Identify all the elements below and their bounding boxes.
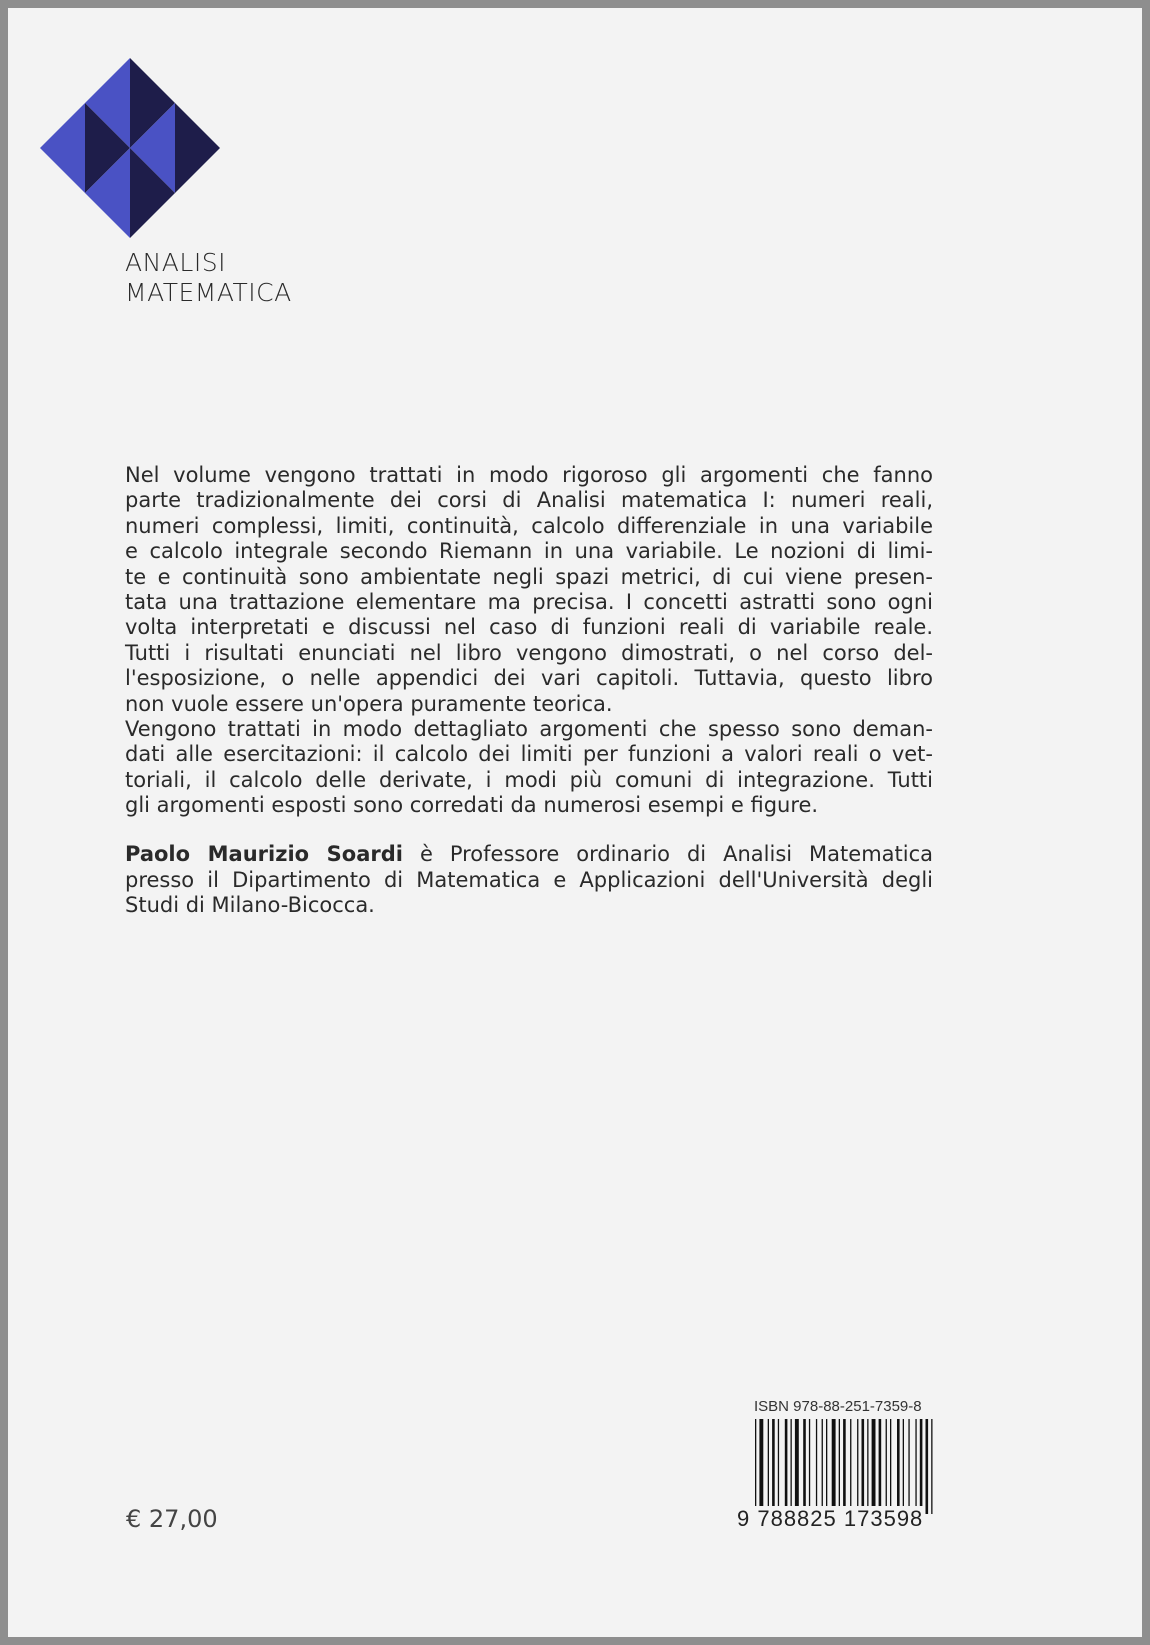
- author-bio: Paolo Maurizio Soardi è Professore ordinario di Analisi Matematica presso il Dipartimento di Matematica e Applicazioni dell'Università degli Studi di Milano-Bicocca.: [125, 842, 934, 918]
- description-line: volta interpretati e discussi nel caso di funzioni reali di variabile reale.: [125, 615, 933, 640]
- author-name: Paolo Maurizio Soardi: [125, 842, 403, 867]
- description-line: tata una trattazione elementare ma precisa. I concetti astratti sono ogni: [125, 589, 933, 614]
- series-title-line: ANALISI: [125, 248, 226, 277]
- bio-line: Studi di Milano-Bicocca.: [125, 893, 375, 918]
- description-line: toriali, il calcolo delle derivate, i modi più comuni di integrazione. Tutti: [125, 767, 933, 792]
- description-line: Nel volume vengono trattati in modo rigoroso gli argomenti che fanno: [125, 463, 933, 487]
- logo-triangle: [40, 103, 85, 193]
- description-line: l'esposizione, o nelle appendici dei vari capitoli. Tuttavia, questo libro: [125, 666, 933, 691]
- logo-triangle: [175, 103, 220, 193]
- back-cover: [8, 8, 1142, 1637]
- description-line: e calcolo integrale secondo Riemann in una variabile. Le nozioni di limi-: [125, 539, 933, 564]
- isbn: ISBN 978-88-251-7359-8: [754, 1398, 922, 1415]
- series-title: [125, 248, 292, 308]
- series-title-line: MATEMATICA: [125, 278, 292, 307]
- description-line: Vengono trattati in modo dettagliato argomenti che spesso sono deman-: [125, 716, 933, 741]
- publisher-logo: [40, 58, 220, 238]
- barcode-digits: 9 788825 173598: [737, 1506, 924, 1531]
- description: [125, 463, 933, 919]
- description-line: te e continuità sono ambientate negli spazi metrici, di cui viene presen-: [125, 564, 933, 589]
- description-line: numeri complessi, limiti, continuità, calcolo differenziale in una variabile: [125, 513, 933, 538]
- description-line: dati alle esercitazioni: il calcolo dei limiti per funzioni a valori reali o vet-: [125, 742, 933, 767]
- description-line: parte tradizionalmente dei corsi di Analisi matematica I: numeri reali,: [125, 488, 933, 513]
- description-line: gli argomenti esposti sono corredati da numerosi esempi e figure.: [125, 793, 819, 818]
- price: € 27,00: [126, 1505, 218, 1533]
- description-line: Tutti i risultati enunciati nel libro vengono dimostrati, o nel corso del-: [125, 640, 933, 665]
- bio-line: presso il Dipartimento di Matematica e Applicazioni dell'Università degli: [125, 867, 933, 892]
- description-line: non vuole essere un'opera puramente teorica.: [125, 691, 613, 716]
